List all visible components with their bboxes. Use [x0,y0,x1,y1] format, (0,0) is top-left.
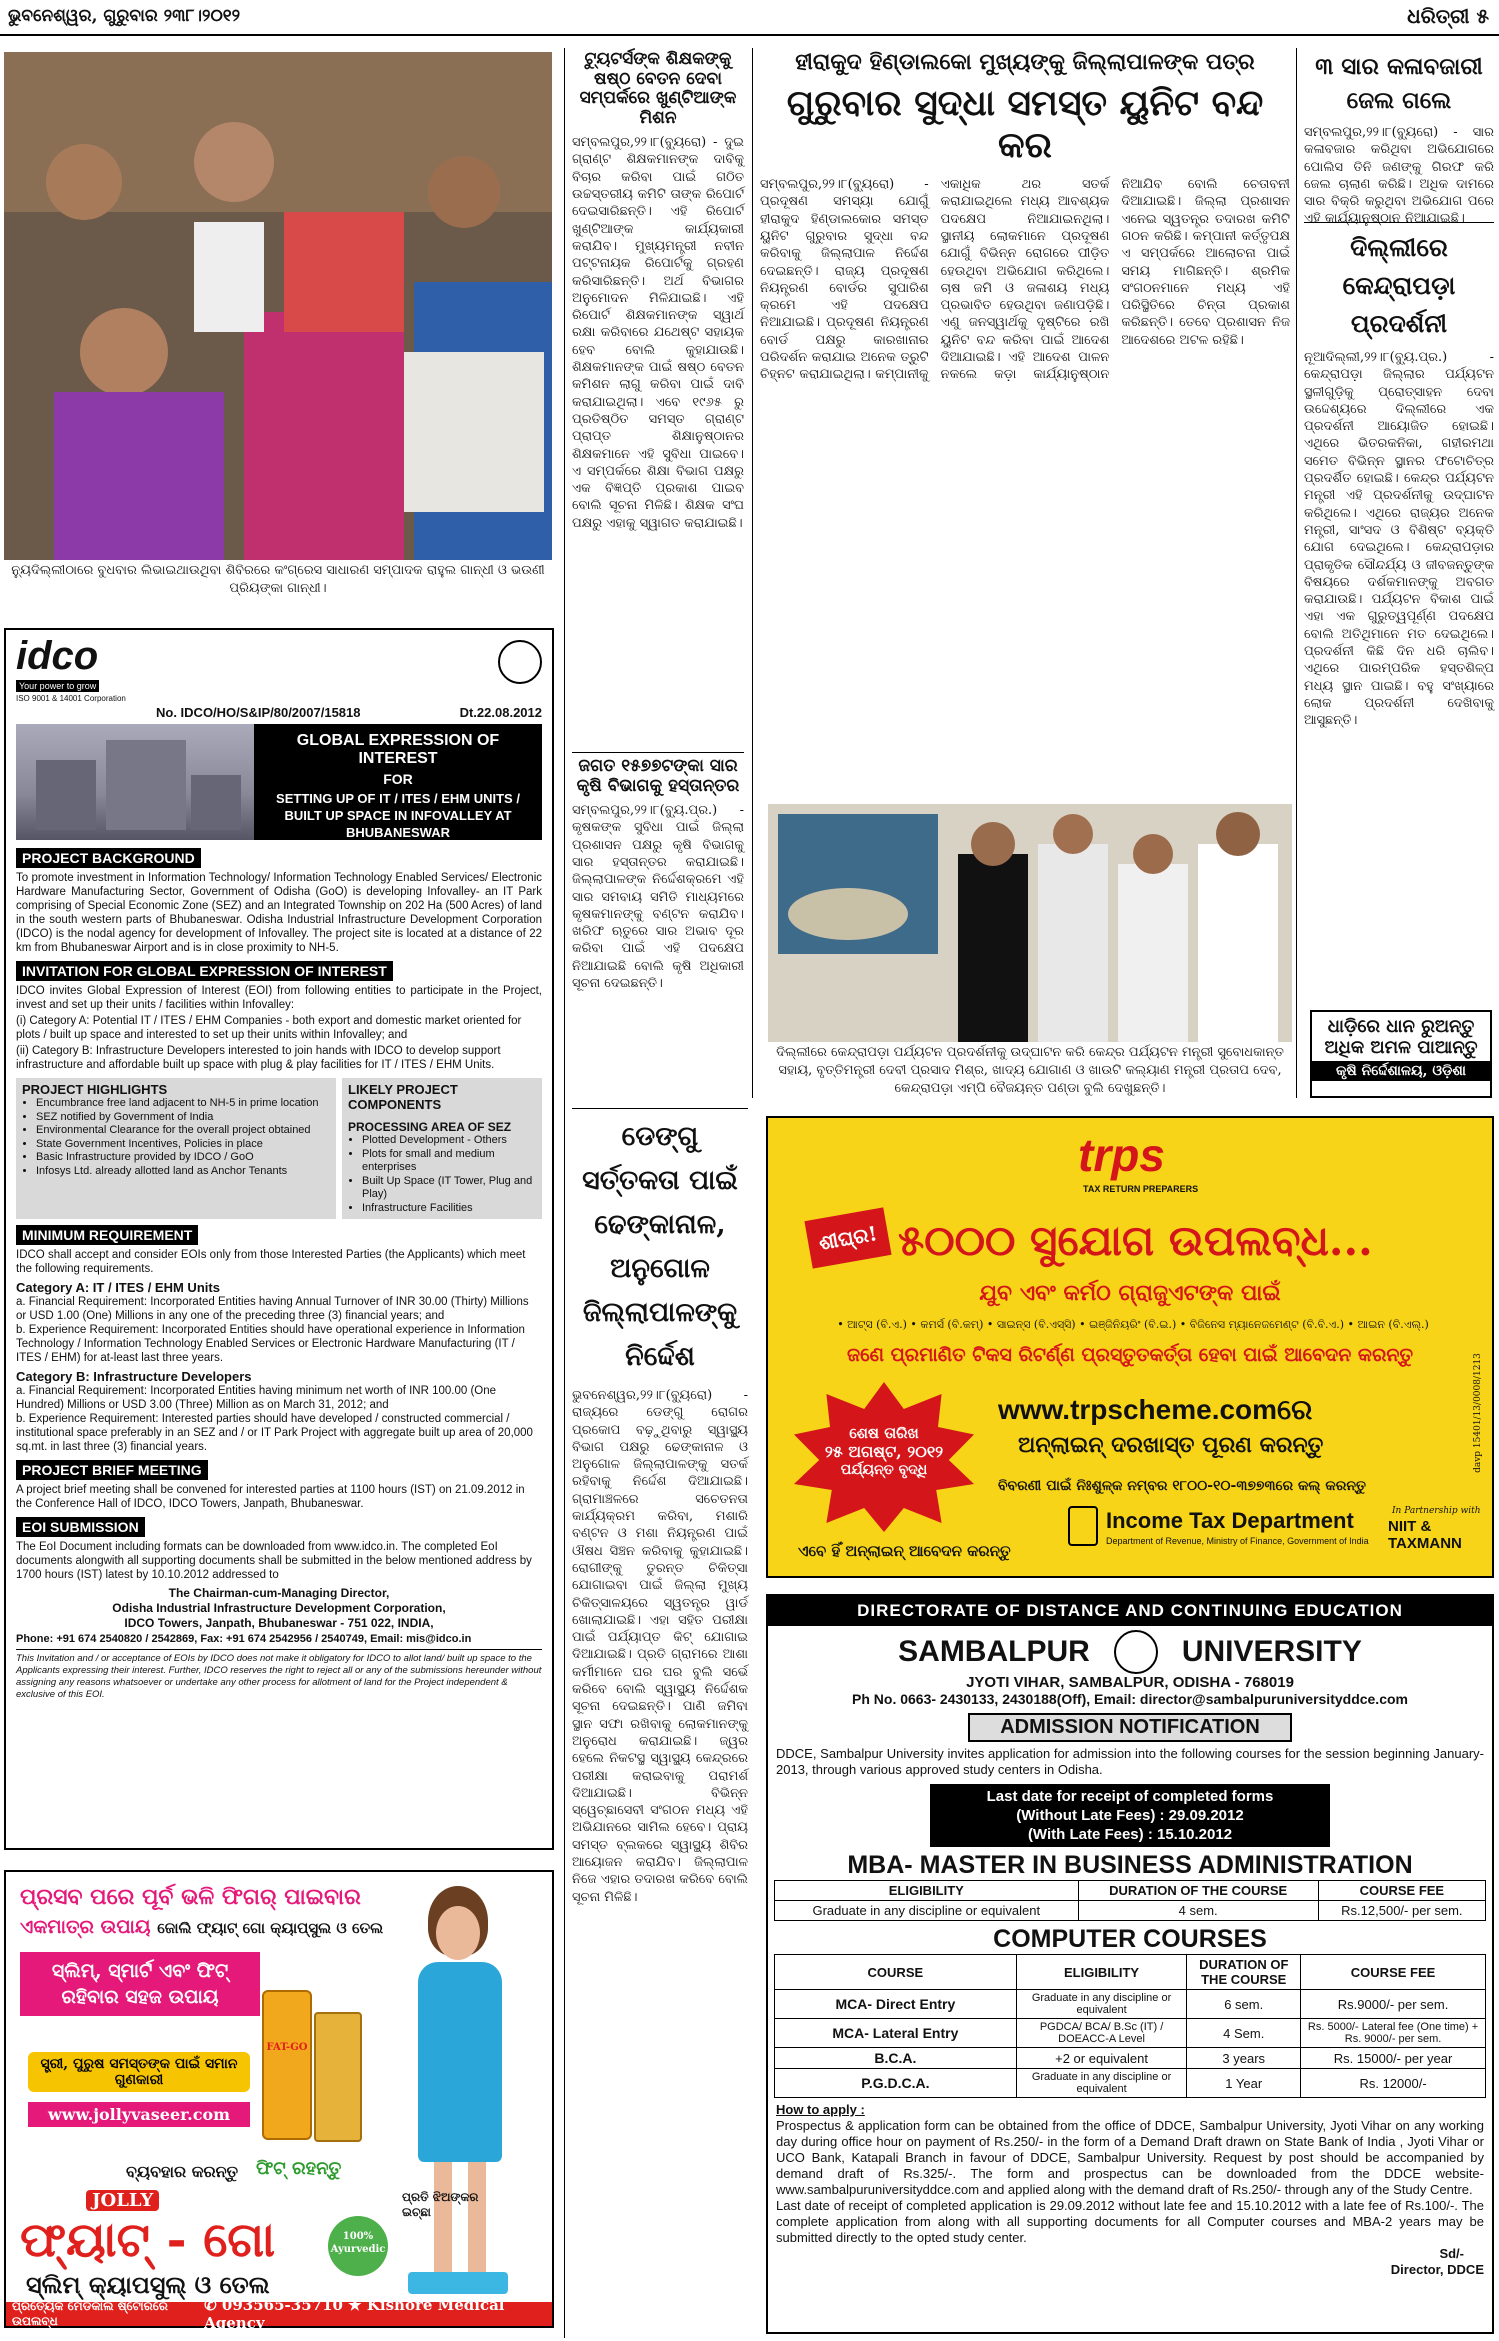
how-to-apply-title: How to apply : [776,2102,865,2117]
trps-qualifications: • ଆଟ୍‌ସ (ବି.ଏ.) • କମର୍ସ (ବି.କମ୍) • ସାଇନ୍ସ (ବି.ଏସ୍‌ସି) • ଇଞ୍ଜିନିୟରିଂ (ବି.ଇ.) • ବିଜିନେସ ମ୍ୟାନେଜମେଣ୍ଟ (ବି.ବି.ଏ.) • ଆଇନ (ବି.ଏଲ୍.) [837,1318,1429,1331]
jolly-availability: ପ୍ରତ୍ୟେକ ମେଡିକାଲ ଷ୍ଟୋରରେ ଉପଲବ୍ଧ [12,2299,168,2328]
highlight-item: • SEZ notified by Government of India [36,1111,330,1125]
hirakud-headline: ଗୁରୁବାର ସୁଦ୍ଧା ସମସ୍ତ ୟୁନିଟ ବନ୍ଦ କର [786,82,1264,166]
idco-title: GLOBAL EXPRESSION OF INTEREST [296,732,500,767]
signature: Sd/- [1439,2246,1464,2261]
comp-cell: Rs. 5000/- Lateral fee (One time) + Rs. 9000/- per sem. [1301,2019,1486,2048]
last-date-text: Last date of receipt of completed application is 29.09.2012 without late fee and 15.10.2012 with a late fee of Rs.100/-. The complete application from along with all supporting documents for all Computer courses and MBA-2 years may be submitted directly to the opted study center. [776,2198,1484,2245]
idco-title-for: FOR [383,771,413,787]
header-page-number: ଧରିତ୍ରୀ ୫ [1407,4,1489,28]
highlight-item: • Encumbrance free land adjacent to NH-5 in prime location [36,1097,330,1111]
comp-header: COURSE [775,1955,1017,1990]
comp-header: COURSE FEE [1301,1955,1486,1990]
jolly-website: www.jollyvaseer.com [28,2102,250,2127]
director-ddce: Director, DDCE [1390,2262,1484,2277]
sec-minimum-requirement: MINIMUM REQUIREMENT [16,1225,198,1245]
idco-iso: ISO 9001 & 14001 Corporation [16,694,126,703]
univ-name-left: SAMBALPUR [898,1635,1090,1668]
mba-header: COURSE FEE [1318,1881,1485,1901]
univ-name-right: UNIVERSITY [1181,1635,1362,1668]
dengue-headline: ଡେଙ୍ଗୁ ସର୍ତ୍ତକତା ପାଇଁ ଢେଙ୍କାନାଳ, ଅନୁଗୋଳ ଜିଲ୍ଲାପାଳଙ୍କୁ ନିର୍ଦ୍ଦେଶ [582,1121,738,1372]
jolly-slim-banner: ସ୍ଲିମ୍, ସ୍ମାର୍ଟ ଏବଂ ଫିଟ୍ ରହିବାର ସହଜ ଉପାୟ [20,1952,260,2016]
trps-itd-sub: Department of Revenue, Ministry of Finance, Government of India [1106,1536,1369,1546]
jolly-headline-2: ଏକମାତ୍ର ଉପାୟ [20,1916,151,1938]
highlight-item: • Infosys Ltd. already allotted land as Anchor Tenants [36,1165,330,1179]
project-highlights-box [16,1078,336,1219]
jolly-headline-1: ପ୍ରସବ ପରେ ପୂର୍ବ ଭଳି ଫିଗର୍ ପାଇବାର [20,1884,361,1910]
processing-item: • Plotted Development - Others [362,1134,536,1148]
comp-cell-course: MCA- Direct Entry [775,1990,1017,2019]
processing-item: • Infrastructure Facilities [362,1202,536,1216]
rahul-priyanka-photo [4,52,552,560]
delhi-headline: ଦିଲ୍ଲୀରେ କେନ୍ଦ୍ରାପଡ଼ା ପ୍ରଦର୍ଶନୀ [1342,233,1456,338]
jolly-product-name: ଫ୍ୟାଟ୍ - ଗୋ [20,2212,276,2268]
comp-cell-course: MCA- Lateral Entry [775,2019,1017,2048]
jolly-model-illustration [378,1886,538,2306]
trps-tollfree: ବିବରଣୀ ପାଇଁ ନିଃଶୁଳ୍କ ନମ୍ବର ୧୮୦୦-୧୦-୩୭୭୩ରେ କଲ୍ କରନ୍ତୁ [998,1478,1366,1494]
jolly-fatgo-advertisement [4,1870,554,2332]
krushi-headline: ଜଗତ ୧୫୭୭ଟଙ୍କା ସାର କୃଷି ବିଭାଗକୁ ହସ୍ତାନ୍ତର [576,756,740,796]
trps-website: www.trpscheme.comରେ [998,1394,1313,1425]
trps-partner: In Partnership with [1392,1506,1481,1516]
highlight-item: • Environmental Clearance for the overall project obtained [36,1124,330,1138]
highlight-item: • State Government Incentives, Policies in place [36,1138,330,1152]
comp-cell: Graduate in any discipline or equivalent [1016,2069,1187,2098]
trps-online: ଅନ୍‌ଲାଇନ୍ ଦରଖାସ୍ତ ପୂରଣ କରନ୍ତୁ [1018,1432,1324,1458]
jolly-phone: ✆ 093565-35710 ★ Kishore Medical Agency [204,2296,505,2332]
mba-cell: Graduate in any discipline or equivalent [775,1901,1079,1921]
infovalley-building-illustration [16,724,254,840]
photo2-caption: ଦିଲ୍ଲୀରେ କେନ୍ଦ୍ରାପଡ଼ା ପର୍ଯ୍ୟଟନ ପ୍ରଦର୍ଶନୀକୁ ଉଦ୍‌ଘାଟନ କରି କେନ୍ଦ୍ର ପର୍ଯ୍ୟଟନ ମନ୍ତ୍ରୀ ସୁବୋଧକାନ୍ତ ସହାୟ, ବୃତ୍ତିମନ୍ତ୍ରୀ ଦେବୀ ପ୍ରସାଦ ମିଶ୍ର, ଖାଦ୍ୟ ଯୋଗାଣ ଓ ଖାଉଟି କଲ୍ୟାଣ ମନ୍ତ୍ରୀ ପ୍ରତାପ ଦେବ, କେନ୍ଦ୍ରାପଡ଼ା ଏମ୍‌ପି ବୈଜୟନ୍ତ ପଣ୍ଡା ବୁଲି ଦେଖୁଛନ୍ତି। [776,1045,1284,1096]
column-divider [1296,48,1297,1098]
processing-title: PROCESSING AREA OF SEZ [348,1120,512,1134]
how-to-apply-text: Prospectus & application form can be obtained from the office of DDCE, Sambalpur University, Jyoti Vihar on any working day during office hour on payment of Rs.250/- in the form of a Demand Draft drawn on State Bank of India , Jyoti Vihar or UCO Bank, Katapali Branch in favour of DDCE, Sambalpur University. Request by post should be accompanied by demand draft of Rs.325/-. The form and prospectus can be downloaded from the DDCE website- www.sambalpuruniversityddce.com and applied along with the demand draft of Rs.250/- through any of the Study Centre. [776,2118,1484,2197]
photo-exhibition-illustration [768,804,1292,1042]
sec-project-meeting: PROJECT BRIEF MEETING [16,1460,208,1480]
kendrapara-exhibition-photo [768,804,1292,1042]
highlight-item: • Basic Infrastructure provided by IDCO / GoO [36,1151,330,1165]
sec-project-background: PROJECT BACKGROUND [16,848,201,868]
photo-people-illustration [4,52,552,560]
page-header [0,0,1499,36]
jolly-gender-banner: ସ୍ତ୍ରୀ, ପୁରୁଷ ସମସ୍ତଙ୍କ ପାଇଁ ସମାନ ଗୁଣକାରୀ [28,2052,250,2092]
idco-disclaimer: This Invitation and / or acceptance of EOIs by IDCO does not make it obligatory for IDCO to allot land/ built up space to the Applicants expressing their interest. Further, IDCO reserves the right to reject all or any of the submissions hereunder without assigning any reasons whatsoever or undertake any other process for allotment of land for the Project independent & exclusive of this EOI. [16,1649,542,1701]
idco-invitation-text: IDCO invites Global Expression of Interest (EOI) from following entities to participate in the Project, invest and set up their units / facilities within Infovalley: [16,985,542,1011]
idco-phone: Phone: +91 674 2540820 / 2542869, Fax: +91 674 2542956 / 2540749, Email: mis@idco.in [16,1633,472,1645]
mba-table [774,1880,1486,1921]
univ-address: JYOTI VIHAR, SAMBALPUR, ODISHA - 768019 [966,1674,1294,1691]
idco-logo-block [16,636,126,703]
jolly-fit-label: ଫିଟ୍ ରହନ୍ତୁ [256,2158,342,2179]
highlights-title: PROJECT HIGHLIGHTS [22,1082,168,1097]
cat-b-financial: a. Financial Requirement: Incorporated Entities having minimum net worth of INR 100.00 (One Hundred) Millions or USD 3.00 (Three) Million as on March 31, 2012; and [16,1385,497,1411]
comp-header: DURATION OF THE COURSE [1187,1955,1301,1990]
mba-cell: Rs.12,500/- per sem. [1318,1901,1485,1921]
processing-item: • Built Up Space (IT Tower, Plug and Play) [362,1175,536,1202]
idco-meeting-text: A project brief meeting shall be convened for interested parties at 1100 hours (IST) on 21.09.2012 in the Conference Hall of IDCO, IDCO Towers, Janpath, Bhubaneswar. [16,1484,525,1510]
jolly-brand: JOLLY [86,2190,159,2211]
trps-headline: ୫୦୦୦ ସୁଯୋଗ ଉପଲବ୍ଧ... [898,1216,1373,1265]
computer-title: COMPUTER COURSES [993,1925,1267,1953]
university-emblem-icon [1114,1630,1158,1674]
jolly-subtitle: ସ୍ଲିମ୍ କ୍ୟାପସୁଲ୍ ଓ ତେଲ [26,2270,270,2299]
trps-apply-now: ଏବେ ହିଁ ଅନ୍‌ଲାଇନ୍ ଆବେଦନ କରନ୍ତୁ [798,1542,1011,1560]
mba-header: ELIGIBILITY [775,1881,1079,1901]
jail-body: ସମ୍ବଲପୁର,୨୨।୮(ବ୍ୟୁରୋ) - ସାର କଳାବଜାର କରିଥିବା ଅଭିଯୋଗରେ ପୋଲିସ ତିନି ଜଣଙ୍କୁ ଗିରଫ କରି ଜେଲ ଚାଲାଣ କରିଛି। ଅଧିକ ଦାମରେ ସାର ବିକ୍ରି କରୁଥିବା ଅଭିଯୋଗ ପରେ ଏହି କାର୍ଯ୍ୟାନୁଷ୍ଠାନ ନିଆଯାଇଛି। [1304,125,1494,227]
addr-line-1: The Chairman-cum-Managing Director, [168,1586,390,1600]
last-date-line2: (Without Late Fees) : 29.09.2012 [1016,1807,1244,1824]
comp-cell: 1 Year [1187,2069,1301,2098]
cat-b-experience: b. Experience Requirement: Interested parties should have developed / constructed commercial / institutional space preferably in an SEZ and / or IT Park Project with aggregate built up area of 20,000 sq.mt. in last three (3) financial years. [16,1413,533,1453]
jolly-use-label: ବ୍ୟବହାର କରନ୍ତୁ [126,2162,239,2181]
cat-b-title: Category B: Infrastructure Developers [16,1369,252,1384]
krushi-box-line1: ଧାଡ଼ିରେ ଧାନ ରୁଅନ୍ତୁ [1327,1016,1475,1037]
comp-cell: Rs. 15000/- per year [1301,2048,1486,2069]
jolly-ayurvedic-badge: 100% Ayurvedic [328,2216,388,2276]
addr-line-3: IDCO Towers, Janpath, Bhubaneswar - 751 022, INDIA, [124,1616,434,1630]
comp-cell: Rs. 12000/- [1301,2069,1486,2098]
trps-burst: ଶୀଘ୍ର! [804,1207,891,1268]
trps-davp: davp 15401/13/0008/1213 [1473,1353,1484,1473]
computer-courses-table [774,1954,1486,2098]
likely-title: LIKELY PROJECT COMPONENTS [348,1082,458,1112]
article-dengue [572,1108,748,2338]
comp-cell: 6 sem. [1187,1990,1301,2019]
comp-cell-course: B.C.A. [775,2048,1017,2069]
krushi-body: ସମ୍ବଲପୁର,୨୨।୮(ବ୍ୟୁ.ପ୍ର.) - କୃଷକଙ୍କ ସୁବିଧା ପାଇଁ ଜିଲ୍ଲା ପ୍ରଶାସନ ପକ୍ଷରୁ କୃଷି ବିଭାଗକୁ ସାର ହସ୍ତାନ୍ତର କରାଯାଇଛି। ଜିଲ୍ଲାପାଳଙ୍କ ନିର୍ଦ୍ଦେଶକ୍ରମେ ଏହି ସାର ସମବାୟ ସମିତି ମାଧ୍ୟମରେ କୃଷକମାନଙ୍କୁ ବଣ୍ଟନ କରାଯିବ। ଖରିଫ ଋତୁରେ ସାର ଅଭାବ ଦୂର କରିବା ପାଇଁ ଏହି ପଦକ୍ଷେପ ନିଆଯାଇଛି ବୋଲି କୃଷି ଅଧିକାରୀ ସୂଚନା ଦେଇଛନ୍ତି। [572,803,744,992]
column-divider [752,48,753,1098]
mba-cell: 4 sem. [1078,1901,1318,1921]
sec-invitation: INVITATION FOR GLOBAL EXPRESSION OF INTEREST [16,961,393,981]
trps-subheadline: ଯୁବ ଏବଂ କର୍ମଠ ଗ୍ରାଜୁଏଟଙ୍କ ପାଇଁ [979,1280,1281,1306]
mba-title: MBA- MASTER IN BUSINESS ADMINISTRATION [847,1851,1413,1879]
tutors-headline: ଟ୍ୟୁଟର୍ସଙ୍କ ଶିକ୍ଷକଙ୍କୁ ଷଷ୍ଠ ବେତନ ଦେବା ସମ୍ପର୍କରେ ଖୁଣ୍ଟିଆଙ୍କ ମିଶନ [579,49,737,128]
article-krushi [572,752,744,1092]
idco-ref-number: No. IDCO/HO/S&IP/80/2007/15818 [156,705,361,720]
comp-header: ELIGIBILITY [1016,1955,1187,1990]
jolly-headline-2b: ଜୋଲି ଫ୍ୟାଟ୍ ଗୋ କ୍ୟାପ୍ସୁଲ ଓ ତେଲ [157,1919,384,1937]
addr-line-2: Odisha Industrial Infrastructure Development Corporation, [112,1601,446,1615]
odisha-emblem-icon [498,640,542,684]
krushi-box-line2: ଅଧିକ ଅମଳ ପାଆନ୍ତୁ [1324,1037,1478,1058]
hirakud-kicker: ହୀରାକୁଦ ହିଣ୍ଡାଲକୋ ମୁଖ୍ୟଙ୍କୁ ଜିଲ୍ଲାପାଳଙ୍କ ପତ୍ର [795,49,1255,75]
idco-eoi-advertisement [4,628,554,1850]
comp-cell: +2 or equivalent [1016,2048,1187,2069]
trps-advertisement [766,1116,1494,1578]
admission-notification: ADMISSION NOTIFICATION [968,1713,1292,1742]
comp-cell: Rs.9000/- per sem. [1301,1990,1486,2019]
trps-niit: NIIT & TAXMANN [1388,1518,1462,1552]
last-date-line3: (With Late Fees) : 15.10.2012 [1027,1826,1233,1843]
krushi-box-line3: କୃଷି ନିର୍ଦ୍ଦେଶାଳୟ, ଓଡ଼ିଶା [1312,1061,1490,1081]
trps-deadline-2: ୨୫ ଅଗଷ୍ଟ, ୨୦୧୨ [824,1442,944,1461]
trps-deadline-1: ଶେଷ ତାରିଖ [849,1424,919,1442]
idco-logo: idco [16,634,99,678]
cat-a-financial: a. Financial Requirement: Incorporated Entities having Annual Turnover of INR 30.00 (Thirty) Millions or USD 1.00 (One) Millions in any one of the preceding three (3) financial years; and [16,1296,529,1322]
mba-header: DURATION OF THE COURSE [1078,1881,1318,1901]
comp-cell-course: P.G.D.C.A. [775,2069,1017,2098]
trps-apply-line: ଜଣେ ପ୍ରମାଣିତ ଟିକସ ରିଟର୍ଣ୍ଣ ପ୍ରସ୍ତୁତକର୍ତ୍ତା ହେବା ପାଇଁ ଆବେଦନ କରନ୍ତୁ [846,1344,1414,1366]
cat-a-title: Category A: IT / ITES / EHM Units [16,1280,220,1295]
comp-cell: 4 Sem. [1187,2019,1301,2048]
header-dateline: ଭୁବନେଶ୍ୱର, ଗୁରୁବାର ୨୩୮।୨୦୧୨ [8,6,241,26]
idco-invitation-ii: (ii) Category B: Infrastructure Developers interested to join hands with IDCO to develop support infrastructure and affordable built up space with plug & play facilities for IT / ITES / EHM Units. [16,1045,501,1071]
sec-eoi-submission: EOI SUBMISSION [16,1517,145,1537]
itd-emblem-icon [1068,1506,1098,1546]
jail-headline: ୩ ସାର କଳାବଜାରୀ ଜେଲ ଗଲେ [1315,53,1483,114]
cat-a-experience: b. Experience Requirement: Incorporated Entities should have operational experience in Information Technology / Information Technology Enabled Services or Electronic Hardware Manufacturing (IT / ITES / EHM) for at-least last three years. [16,1324,525,1364]
sambalpur-university-advertisement [766,1594,1494,2334]
idco-eoi-text: The EoI Document including formats can be downloaded from www.idco.in. The completed EoI documents alongwith all supporting documents shall be submitted in the below mentioned address by 1700 hours (IST) latest by 10.10.2012 addressed to [16,1541,532,1581]
article-tutors [572,50,744,735]
idco-ref-date: Dt.22.08.2012 [459,705,542,720]
comp-cell: Graduate in any discipline or equivalent [1016,1990,1187,2019]
hirakud-body: ସମ୍ବଲପୁର,୨୨।୮(ବ୍ୟୁରୋ) - ପ୍ରଦୂଷଣ ସମସ୍ୟା ଯୋଗୁଁ ହୀରାକୁଦ ହିଣ୍ଡାଲକୋର ସମସ୍ତ ୟୁନିଟ ଗୁରୁବାର ସୁଦ୍ଧା ବନ୍ଦ କରିବାକୁ ଜିଲ୍ଲାପାଳ ନିର୍ଦ୍ଦେଶ ଦେଇଛନ୍ତି। ରାଜ୍ୟ ପ୍ରଦୂଷଣ ନିୟନ୍ତ୍ରଣ ବୋର୍ଡର ସୁପାରିଶ କ୍ରମେ ଏହି ପଦକ୍ଷେପ ନିଆଯାଇଛି। ପ୍ରଦୂଷଣ ନିୟନ୍ତ୍ରଣ ବୋର୍ଡ ପକ୍ଷରୁ କାରଖାନାର ପରିଦର୍ଶନ କରାଯାଇ ଅନେକ ତ୍ରୁଟି ଚିହ୍ନଟ କରାଯାଇଥିଲା। କମ୍ପାନୀକୁ ଏକାଧିକ ଥର ସତର୍କ କରାଯାଇଥିଲେ ମଧ୍ୟ ଆବଶ୍ୟକ ପଦକ୍ଷେପ ନିଆଯାଇନଥିଲା। ସ୍ଥାନୀୟ ଲୋକମାନେ ପ୍ରଦୂଷଣ ଯୋଗୁଁ ବିଭିନ୍ନ ରୋଗରେ ପୀଡ଼ିତ ହେଉଥିବା ଅଭିଯୋଗ କରିଥିଲେ। ଚାଷ ଜମି ଓ ଜଳାଶୟ ମଧ୍ୟ ପ୍ରଭାବିତ ହେଉଥିବା ଜଣାପଡ଼ିଛି। ଏଣୁ ଜନସ୍ୱାର୍ଥକୁ ଦୃଷ୍ଟିରେ ରଖି ୟୁନିଟ ବନ୍ଦ କରିବା ପାଇଁ ଆଦେଶ ଦିଆଯାଇଛି। ଏହି ଆଦେଶ ପାଳନ ନକଲେ କଡ଼ା କାର୍ଯ୍ୟାନୁଷ୍ଠାନ ନିଆଯିବ ବୋଲି ଚେତାବନୀ ଦିଆଯାଇଛି। ଜିଲ୍ଲା ପ୍ରଶାସନ ଏନେଇ ସ୍ୱତନ୍ତ୍ର ତଦାରଖ କମିଟି ଗଠନ କରିଛି। କମ୍ପାନୀ କର୍ତ୍ତୃପକ୍ଷ ଏ ସମ୍ପର୍କରେ ଆଲୋଚନା ପାଇଁ ସମୟ ମାଗିଛନ୍ତି। ଶ୍ରମିକ ସଂଗଠନମାନେ ମଧ୍ୟ ଏହି ପରିସ୍ଥିତିରେ ଚିନ୍ତା ପ୍ରକାଶ କରିଛନ୍ତି। ତେବେ ପ୍ରଶାସନ ନିଜ ଆଦେଶରେ ଅଟଳ ରହିଛି। [760,177,1290,383]
idco-title-block [254,724,542,840]
trps-deadline-3: ପର୍ଯ୍ୟନ୍ତ ବୃଦ୍ଧି [840,1462,928,1478]
univ-phone: Ph No. 0663- 2430133, 2430188(Off), Email: director@sambalpuruniversityddce.com [852,1691,1408,1707]
jolly-tagline: ପ୍ରତି ଝିଅଙ୍କର ଇଚ୍ଛା [402,2190,479,2219]
photo1-caption: ନ୍ୟୁଦିଲ୍ଲୀଠାରେ ବୁଧବାର ଲିଭାଇଥାଉଥିବା ଶିବିରରେ କଂଗ୍ରେସ ସାଧାରଣ ସମ୍ପାଦକ ରାହୁଲ ଗାନ୍ଧୀ ଓ ଭଉଣୀ ପ୍ରିୟଙ୍କା ଗାନ୍ଧୀ। [11,563,545,596]
processing-item: • Plots for small and medium enterprises [362,1148,536,1175]
idco-title-subject: SETTING UP OF IT / ITES / EHM UNITS / BUILT UP SPACE IN INFOVALLEY AT BHUBANESWAR [276,791,520,840]
last-date-box [930,1784,1330,1847]
likely-components-box [342,1078,542,1219]
trps-logo: trps [1078,1129,1165,1181]
univ-intro: DDCE, Sambalpur University invites application for admission into the following courses for the session beginning January- 2013, through various approved study centers in Odisha. [776,1746,1484,1777]
tutors-body: ସମ୍ବଲପୁର,୨୨।୮(ବ୍ୟୁରୋ) - ଦୁଇ ଗ୍ରାଣ୍ଟ ଶିକ୍ଷକମାନଙ୍କ ଦାବିକୁ ବିଚାର କରିବା ପାଇଁ ଗଠିତ ଉଚ୍ଚସ୍ତରୀୟ କମିଟି ତାଙ୍କ ରିପୋର୍ଟ ଦେଇସାରିଛନ୍ତି। ଏହି ରିପୋର୍ଟ ଖୁଣ୍ଟିଆଙ୍କ କାର୍ଯ୍ୟକାରୀ କରାଯିବ। ମୁଖ୍ୟମନ୍ତ୍ରୀ ନବୀନ ପଟ୍ଟନାୟକ ରିପୋର୍ଟକୁ ଗ୍ରହଣ କରିସାରିଛନ୍ତି। ଅର୍ଥ ବିଭାଗର ଅନୁମୋଦନ ମିଳିଯାଇଛି। ଏହି ରିପୋର୍ଟ ଶିକ୍ଷକମାନଙ୍କ ସ୍ୱାର୍ଥ ରକ୍ଷା କରିବାରେ ଯଥେଷ୍ଟ ସହାୟକ ହେବ ବୋଲି କୁହାଯାଉଛି। ଶିକ୍ଷକମାନଙ୍କ ପାଇଁ ଷଷ୍ଠ ବେତନ କମିଶନ ଲାଗୁ କରିବା ପାଇଁ ଦାବି କରାଯାଇଥିଲା। ଏବେ ୧୯୬୫ ରୁ ପ୍ରତିଷ୍ଠିତ ସମସ୍ତ ଗ୍ରାଣ୍ଟ ପ୍ରାପ୍ତ ଶିକ୍ଷାନୁଷ୍ଠାନର ଶିକ୍ଷକମାନେ ଏହି ସୁବିଧା ପାଇବେ। ଏ ସମ୍ପର୍କରେ ଶିକ୍ଷା ବିଭାଗ ପକ୍ଷରୁ ଏକ ବିଜ୍ଞପ୍ତି ପ୍ରକାଶ ପାଇବ ବୋଲି ସୂଚନା ମିଳିଛି। ଶିକ୍ଷକ ସଂଘ ପକ୍ଷରୁ ଏହାକୁ ସ୍ୱାଗତ କରାଯାଇଛି। [572,135,744,531]
column-divider [564,48,565,2338]
last-date-line1: Last date for receipt of completed forms [986,1788,1274,1805]
idco-minimum-text: IDCO shall accept and consider EOIs only from those Interested Parties (the Applicants) which meet the following requirements. [16,1249,526,1275]
trps-logo-sub: TAX RETURN PREPARERS [1083,1184,1199,1194]
jolly-fatgo-bottle-label: FAT-GO [266,2042,308,2053]
idco-background-text: To promote investment in Information Technology/ Information Technology Enabled Services/ Electronic Hardware Manufacturing Sector, Government of Odisha (GoO) is developing Infovalley- an IT Park comprising of Special Economic Zone (SEZ) and an Integrated Township on 202 Ha (500 Acres) of land in the south western parts of Bhubaneswar. Odisha Industrial Infrastructure Development Corporation (IDCO) is the nodal agency for development of Infovalley. The project site is located at a distance of 22 km from Bhubaneswar Airport and is in close proximity to NH-5. [16,872,542,954]
krushi-directorate-box [1310,1010,1492,1098]
ddce-directorate: DIRECTORATE OF DISTANCE AND CONTINUING EDUCATION [768,1596,1492,1626]
idco-tagline: Your power to grow [16,680,99,692]
idco-invitation-i: (i) Category A: Potential IT / ITES / EHM Companies - both export and domestic market oriented for plots / built up space and interested to set up their units within Infovalley; and [16,1015,522,1041]
delhi-body: ନୂଆଦିଲ୍ଲୀ,୨୨।୮(ବ୍ୟୁ.ପ୍ର.) - କେନ୍ଦ୍ରାପଡ଼ା ଜିଲ୍ଲାର ପର୍ଯ୍ୟଟନ ସ୍ଥଳୀଗୁଡ଼ିକୁ ପ୍ରୋତ୍ସାହନ ଦେବା ଉଦ୍ଦେଶ୍ୟରେ ଦିଲ୍ଲୀରେ ଏକ ପ୍ରଦର୍ଶନୀ ଆୟୋଜିତ ହୋଇଛି। ଏଥିରେ ଭିତରକନିକା, ଗହୀରମଥା ସମେତ ବିଭିନ୍ନ ସ୍ଥାନର ଫଟୋଚିତ୍ର ପ୍ରଦର୍ଶିତ ହୋଇଛି। କେନ୍ଦ୍ର ପର୍ଯ୍ୟଟନ ମନ୍ତ୍ରୀ ଏହି ପ୍ରଦର୍ଶନୀକୁ ଉଦ୍‌ଘାଟନ କରିଥିଲେ। ଏଥିରେ ରାଜ୍ୟର ଅନେକ ମନ୍ତ୍ରୀ, ସାଂସଦ ଓ ବିଶିଷ୍ଟ ବ୍ୟକ୍ତି ଯୋଗ ଦେଇଥିଲେ। କେନ୍ଦ୍ରାପଡ଼ାର ପ୍ରାକୃତିକ ସୌନ୍ଦର୍ଯ୍ୟ ଓ ଜୀବଜନ୍ତୁଙ୍କ ବିଷୟରେ ଦର୍ଶକମାନଙ୍କୁ ଅବଗତ କରାଯାଉଛି। ପର୍ଯ୍ୟଟନ ବିକାଶ ପାଇଁ ଏହା ଏକ ଗୁରୁତ୍ୱପୂର୍ଣ୍ଣ ପଦକ୍ଷେପ ବୋଲି ଅତିଥିମାନେ ମତ ଦେଇଥିଲେ। ପ୍ରଦର୍ଶନୀ କିଛି ଦିନ ଧରି ଚାଲିବ। ଏଥିରେ ପାରମ୍ପରିକ ହସ୍ତଶିଳ୍ପ ମଧ୍ୟ ସ୍ଥାନ ପାଇଛି। ବହୁ ସଂଖ୍ୟାରେ ଲୋକ ପ୍ରଦର୍ଶନୀ ଦେଖିବାକୁ ଆସୁଛନ୍ତି। [1304,350,1494,729]
jolly-products-illustration [256,1982,366,2152]
article-delhi-exhibition [1304,222,1494,1000]
comp-cell: 3 years [1187,2048,1301,2069]
dengue-body: ଭୁବନେଶ୍ୱର,୨୨।୮(ବ୍ୟୁରୋ) - ରାଜ୍ୟରେ ଡେଙ୍ଗୁ ରୋଗର ପ୍ରକୋପ ବଢ଼ୁଥିବାରୁ ସ୍ୱାସ୍ଥ୍ୟ ବିଭାଗ ପକ୍ଷରୁ ଢେଙ୍କାନାଳ ଓ ଅନୁଗୋଳ ଜିଲ୍ଲାପାଳଙ୍କୁ ସତର୍କ ରହିବାକୁ ନିର୍ଦ୍ଦେଶ ଦିଆଯାଇଛି। ଗ୍ରାମାଞ୍ଚଳରେ ସଚେତନତା କାର୍ଯ୍ୟକ୍ରମ କରିବା, ମଶାରି ବଣ୍ଟନ ଓ ମଶା ନିୟନ୍ତ୍ରଣ ପାଇଁ ଔଷଧ ସିଞ୍ଚନ କରିବାକୁ କୁହାଯାଇଛି। ରୋଗୀଙ୍କୁ ତୁରନ୍ତ ଚିକିତ୍ସା ଯୋଗାଇବା ପାଇଁ ଜିଲ୍ଲା ମୁଖ୍ୟ ଚିକିତ୍ସାଳୟରେ ସ୍ୱତନ୍ତ୍ର ୱାର୍ଡ ଖୋଲାଯାଇଛି। ଏହା ସହିତ ପରୀକ୍ଷା ପାଇଁ ପର୍ଯ୍ୟାପ୍ତ କିଟ୍ ଯୋଗାଇ ଦିଆଯାଇଛି। ପ୍ରତି ଗ୍ରାମରେ ଆଶା କର୍ମୀମାନେ ଘର ଘର ବୁଲି ସର୍ଭେ କରିବେ ବୋଲି ସ୍ୱାସ୍ଥ୍ୟ ନିର୍ଦ୍ଦେଶକ ସୂଚନା ଦେଇଛନ୍ତି। ପାଣି ଜମିବା ସ୍ଥାନ ସଫା ରଖିବାକୁ ଲୋକମାନଙ୍କୁ ଅନୁରୋଧ କରାଯାଇଛି। ଜ୍ୱର ହେଲେ ନିକଟସ୍ଥ ସ୍ୱାସ୍ଥ୍ୟ କେନ୍ଦ୍ରରେ ପରୀକ୍ଷା କରାଇବାକୁ ପରାମର୍ଶ ଦିଆଯାଇଛି। ବିଭିନ୍ନ ସ୍ୱେଚ୍ଛାସେବୀ ସଂଗଠନ ମଧ୍ୟ ଏହି ଅଭିଯାନରେ ସାମିଲ ହେବେ। ପ୍ରାୟ ସମସ୍ତ ବ୍ଲକରେ ସ୍ୱାସ୍ଥ୍ୟ ଶିବିର ଆୟୋଜନ କରାଯିବ। ଜିଲ୍ଲାପାଳ ନିଜେ ଏହାର ତଦାରଖ କରିବେ ବୋଲି ସୂଚନା ମିଳିଛି। [572,1388,748,1905]
trps-itd: Income Tax Department [1106,1508,1354,1533]
comp-cell: PGDCA/ BCA/ B.Sc (IT) / DOEACC-A Level [1016,2019,1187,2048]
article-jail [1304,50,1494,227]
article-hirakud [760,50,1290,790]
